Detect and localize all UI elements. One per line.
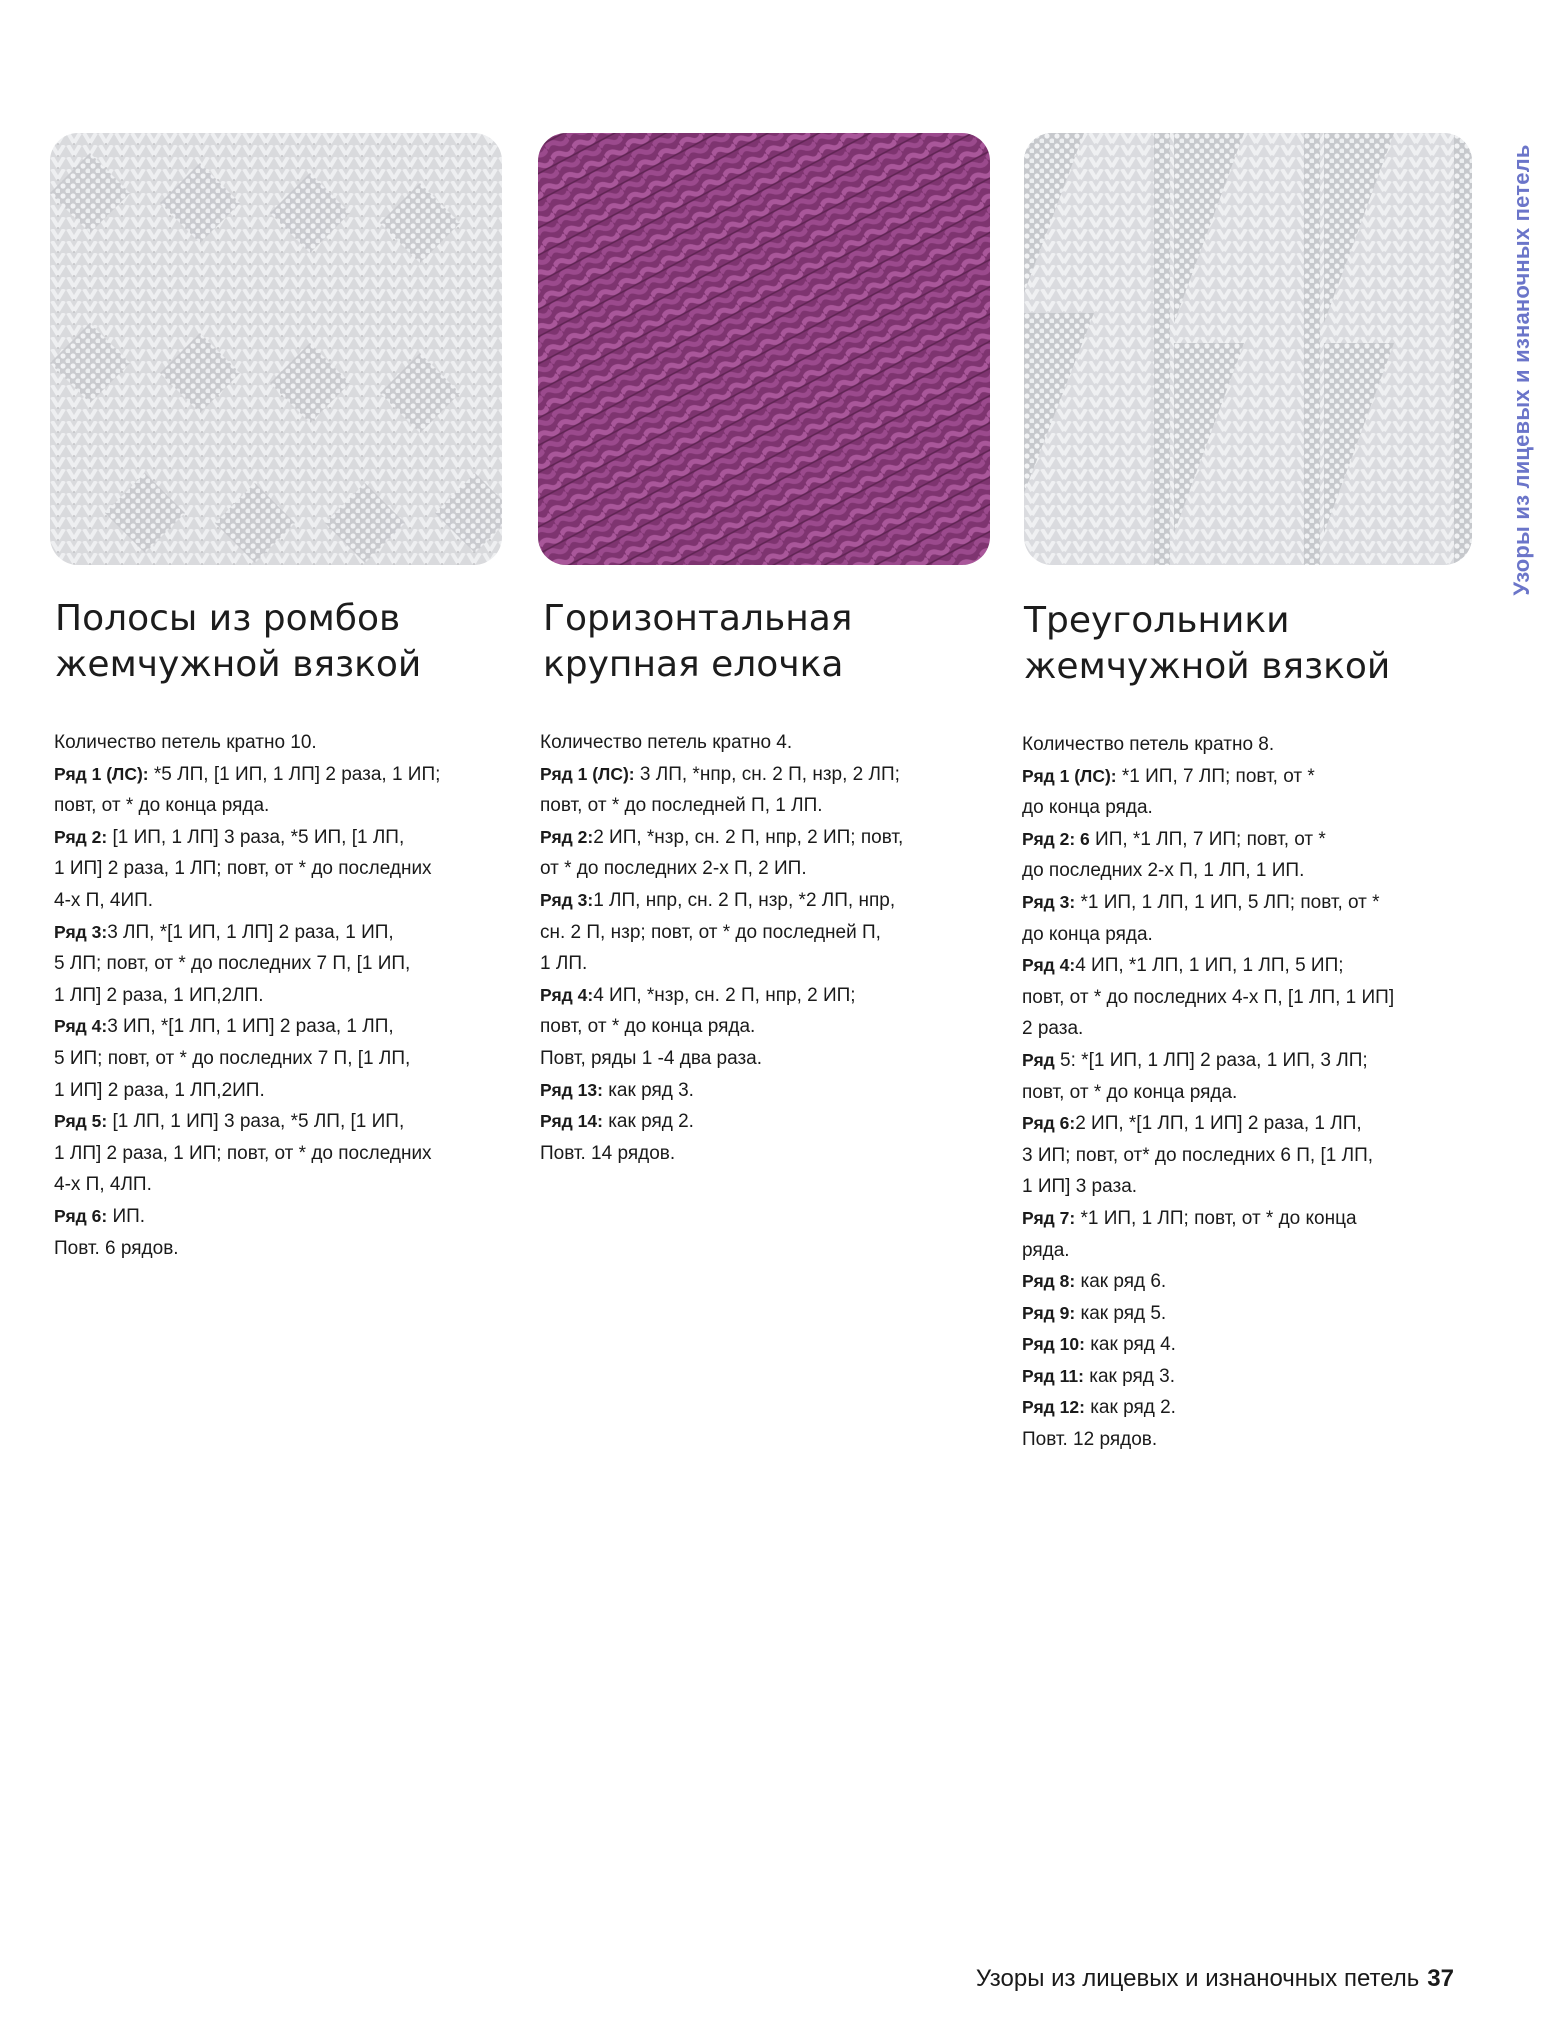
row-label: Ряд 4:	[1022, 955, 1076, 976]
instruction-text: 4-х П, 4ИП.	[54, 889, 154, 911]
instruction-text: до последних 2-х П, 1 ЛП, 1 ИП.	[1022, 860, 1305, 882]
instruction-text: 4 ИП, *нзр, сн. 2 П, нпр, 2 ИП;	[593, 984, 856, 1006]
instruction-line	[54, 980, 440, 1012]
instruction-text: *1 ИП, 1 ЛП; повт, от * до конца	[1075, 1207, 1357, 1229]
instruction-line	[1022, 982, 1394, 1014]
instruction-line	[540, 727, 903, 759]
instruction-line	[540, 853, 903, 885]
instruction-line	[1022, 1013, 1394, 1045]
instruction-text: повт, от * до последней П, 1 ЛП.	[540, 795, 823, 817]
instruction-text: ряда.	[1022, 1239, 1070, 1261]
instruction-text: 4-х П, 4ЛП.	[54, 1174, 152, 1196]
row-label: Ряд 10:	[1022, 1334, 1085, 1355]
instruction-line	[540, 948, 903, 980]
row-label: Ряд 4:	[54, 1016, 108, 1037]
instruction-line	[54, 917, 440, 949]
row-label: Ряд	[1022, 1049, 1055, 1070]
instruction-text: 1 ЛП] 2 раза, 1 ИП; повт, от * до последних	[54, 1142, 432, 1164]
row-label: Ряд 5:	[54, 1111, 108, 1132]
instruction-line	[1022, 1424, 1394, 1456]
instruction-line	[54, 822, 440, 854]
instruction-text: 1 ЛП.	[540, 953, 588, 975]
instruction-line	[54, 1201, 440, 1233]
instruction-line	[1022, 792, 1394, 824]
instruction-text: *5 ЛП, [1 ИП, 1 ЛП] 2 раза, 1 ИП;	[148, 763, 441, 785]
instruction-text: до конца ряда.	[1022, 797, 1153, 819]
instruction-text: как ряд 3.	[1083, 1365, 1175, 1387]
instruction-line	[54, 790, 440, 822]
instruction-text: [1 ЛП, 1 ИП] 3 раза, *5 ЛП, [1 ИП,	[107, 1111, 405, 1133]
instruction-line	[1022, 1077, 1394, 1109]
instruction-line	[1022, 1329, 1394, 1361]
instruction-text: 1 ЛП, нпр, сн. 2 П, нзр, *2 ЛП, нпр,	[593, 889, 896, 911]
pattern-seed-triangles	[1024, 598, 1484, 690]
title-line: Горизонтальная	[543, 598, 853, 639]
instruction-line	[540, 822, 903, 854]
row-label: Ряд 4:	[540, 984, 594, 1005]
instruction-line	[1022, 824, 1394, 856]
row-label: Ряд 1 (ЛС):	[1022, 765, 1117, 786]
instruction-text: ИП, *1 ЛП, 7 ИП; повт, от *	[1089, 828, 1326, 850]
page-number: 37	[1427, 1965, 1454, 1992]
instruction-line	[54, 1075, 440, 1107]
instruction-text: 1 ИП] 2 раза, 1 ЛП,2ИП.	[54, 1079, 265, 1101]
instruction-text: Повт. 6 рядов.	[54, 1237, 179, 1259]
swatch-photo-seed-triangles	[1024, 133, 1472, 565]
instruction-line	[540, 1075, 903, 1107]
title-line: жемчужной вязкой	[55, 644, 422, 685]
instruction-text: Количество петель кратно 4.	[540, 732, 793, 753]
instruction-line	[540, 917, 903, 949]
instruction-line	[540, 759, 903, 791]
instruction-text: 5 ИП; повт, от * до последних 7 П, [1 ЛП,	[54, 1047, 411, 1069]
row-label: Ряд 1 (ЛС):	[54, 763, 149, 784]
instruction-line	[54, 1011, 440, 1043]
title-line: Треугольники	[1024, 600, 1290, 641]
instruction-text: как ряд 5.	[1075, 1302, 1167, 1324]
instruction-line	[1022, 919, 1394, 951]
pattern-instructions	[1022, 729, 1394, 1456]
row-label: Ряд 2:	[540, 826, 594, 847]
row-label: Ряд 6:	[54, 1205, 108, 1226]
instruction-text: повт, от * до конца ряда.	[1022, 1081, 1238, 1103]
instruction-line	[1022, 1171, 1394, 1203]
instruction-text: 5: *[1 ИП, 1 ЛП] 2 раза, 1 ИП, 3 ЛП;	[1054, 1049, 1368, 1071]
pattern-title	[55, 596, 515, 688]
section-side-tab	[1500, 130, 1544, 610]
instruction-text: сн. 2 П, нзр; повт, от * до последней П,	[540, 921, 881, 943]
swatch-photo-diamond-stripes	[50, 133, 502, 565]
row-label: Ряд 11:	[1022, 1365, 1084, 1386]
row-label: Ряд 6:	[1022, 1113, 1076, 1134]
instruction-text: повт, от * до конца ряда.	[54, 795, 270, 817]
row-label: Ряд 3:	[1022, 891, 1076, 912]
instruction-line	[540, 1011, 903, 1043]
instruction-text: 5 ЛП; повт, от * до последних 7 П, [1 ИП,	[54, 953, 411, 975]
instruction-text: Повт. 14 рядов.	[540, 1142, 676, 1164]
instruction-text: *1 ИП, 1 ЛП, 1 ИП, 5 ЛП; повт, от *	[1075, 891, 1380, 913]
instruction-text: повт, от * до последних 4-х П, [1 ЛП, 1 ИП]	[1022, 986, 1395, 1008]
instruction-line	[1022, 950, 1394, 982]
pattern-instructions	[540, 727, 903, 1169]
instruction-text: как ряд 4.	[1084, 1334, 1176, 1356]
row-label: Ряд 13:	[540, 1079, 603, 1100]
instruction-text: Повт. 12 рядов.	[1022, 1429, 1158, 1451]
pattern-diamond-stripes	[55, 596, 515, 688]
instruction-line	[54, 1138, 440, 1170]
instruction-text: как ряд 2.	[1084, 1397, 1176, 1419]
row-label: Ряд 9:	[1022, 1302, 1076, 1323]
pattern-title	[1024, 598, 1484, 690]
instruction-text: 3 ИП; повт, от* до последних 6 П, [1 ЛП,	[1022, 1144, 1374, 1166]
instruction-text: 1 ЛП] 2 раза, 1 ИП,2ЛП.	[54, 984, 264, 1006]
instruction-line	[54, 1169, 440, 1201]
instruction-line	[1022, 1298, 1394, 1330]
pattern-herringbone	[543, 596, 1003, 688]
instruction-line	[540, 1138, 903, 1170]
instruction-text: как ряд 2.	[602, 1111, 694, 1133]
instruction-text: *1 ИП, 7 ЛП; повт, от *	[1116, 765, 1315, 787]
instruction-line	[54, 759, 440, 791]
instruction-text: ИП.	[107, 1205, 146, 1227]
instruction-line	[540, 1043, 903, 1075]
instruction-line	[54, 948, 440, 980]
instruction-text: 2 ИП, *[1 ЛП, 1 ИП] 2 раза, 1 ЛП,	[1075, 1113, 1362, 1135]
title-line: крупная елочка	[543, 644, 844, 685]
instruction-text: 2 раза.	[1022, 1018, 1084, 1040]
instruction-line	[1022, 1140, 1394, 1172]
side-tab-label: Узоры из лицевых и изнаночных петель	[1509, 144, 1534, 596]
instruction-text: 1 ИП] 3 раза.	[1022, 1176, 1138, 1198]
instruction-line	[1022, 1235, 1394, 1267]
pattern-instructions	[54, 727, 440, 1264]
footer-section-title: Узоры из лицевых и изнаночных петель	[975, 1965, 1420, 1992]
instruction-text: как ряд 3.	[602, 1079, 694, 1101]
row-label: Ряд 2:	[54, 826, 108, 847]
instruction-line	[540, 790, 903, 822]
instruction-line	[1022, 729, 1394, 761]
pattern-title	[543, 596, 1003, 688]
row-label: Ряд 2: 6	[1022, 828, 1090, 849]
instruction-line	[540, 980, 903, 1012]
instruction-line	[1022, 1361, 1394, 1393]
instruction-line	[54, 885, 440, 917]
row-label: Ряд 14:	[540, 1111, 603, 1132]
instruction-text: Количество петель кратно 10.	[54, 732, 317, 753]
instruction-line	[1022, 1266, 1394, 1298]
instruction-text: от * до последних 2-х П, 2 ИП.	[540, 858, 807, 880]
title-line: Полосы из ромбов	[55, 598, 401, 639]
instruction-text: Количество петель кратно 8.	[1022, 734, 1275, 755]
title-line: жемчужной вязкой	[1024, 646, 1391, 687]
page-footer	[976, 1965, 1454, 1993]
instruction-text: [1 ИП, 1 ЛП] 3 раза, *5 ИП, [1 ЛП,	[107, 826, 405, 848]
instruction-text: до конца ряда.	[1022, 923, 1153, 945]
instruction-line	[1022, 1392, 1394, 1424]
instruction-line	[1022, 761, 1394, 793]
row-label: Ряд 3:	[54, 921, 108, 942]
instruction-line	[1022, 1203, 1394, 1235]
instruction-line	[1022, 855, 1394, 887]
instruction-text: повт, от * до конца ряда.	[540, 1016, 756, 1038]
instruction-line	[540, 885, 903, 917]
instruction-text: 3 ЛП, *[1 ИП, 1 ЛП] 2 раза, 1 ИП,	[107, 921, 394, 943]
instruction-line	[540, 1106, 903, 1138]
instruction-text: 1 ИП] 2 раза, 1 ЛП; повт, от * до последних	[54, 858, 432, 880]
instruction-text: 3 ЛП, *нпр, сн. 2 П, нзр, 2 ЛП;	[634, 763, 900, 785]
instruction-text: 4 ИП, *1 ЛП, 1 ИП, 1 ЛП, 5 ИП;	[1075, 955, 1344, 977]
instruction-text: 3 ИП, *[1 ЛП, 1 ИП] 2 раза, 1 ЛП,	[107, 1016, 394, 1038]
instruction-line	[1022, 1108, 1394, 1140]
instruction-text: 2 ИП, *нзр, сн. 2 П, нпр, 2 ИП; повт,	[593, 826, 904, 848]
instruction-line	[54, 1233, 440, 1265]
row-label: Ряд 7:	[1022, 1207, 1076, 1228]
instruction-line	[54, 853, 440, 885]
row-label: Ряд 8:	[1022, 1271, 1076, 1292]
row-label: Ряд 1 (ЛС):	[540, 763, 635, 784]
instruction-text: как ряд 6.	[1075, 1271, 1167, 1293]
instruction-line	[54, 1106, 440, 1138]
instruction-line	[1022, 887, 1394, 919]
instruction-text: Повт, ряды 1 -4 два раза.	[540, 1047, 763, 1069]
swatch-photo-herringbone	[538, 133, 990, 565]
instruction-line	[54, 1043, 440, 1075]
instruction-line	[1022, 1045, 1394, 1077]
instruction-line	[54, 727, 440, 759]
row-label: Ряд 3:	[540, 889, 594, 910]
row-label: Ряд 12:	[1022, 1397, 1085, 1418]
